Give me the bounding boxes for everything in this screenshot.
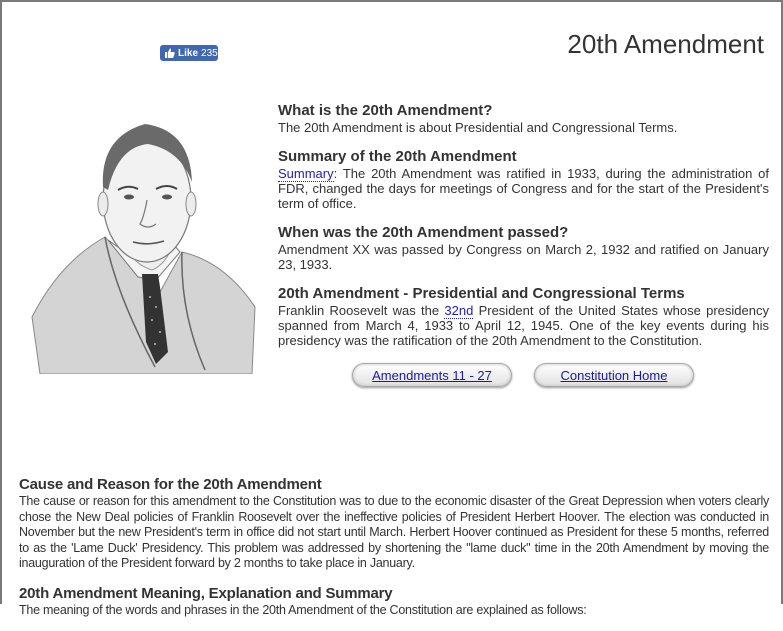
page-title: 20th Amendment: [567, 29, 764, 59]
section-body: Amendment XX was passed by Congress on March 2, 1932 and ratified on January 23, 1933.: [278, 242, 769, 272]
section-body: The meaning of the words and phrases in the 20th Amendment of the Constitution are explained as follows:: [19, 602, 587, 617]
section-heading: Summary of the 20th Amendment: [278, 148, 517, 165]
amendments-11-27-button[interactable]: Amendments 11 - 27: [352, 363, 512, 387]
section-heading: When was the 20th Amendment passed?: [278, 224, 569, 241]
facebook-like-button[interactable]: [160, 45, 218, 61]
section-body: Summary: The 20th Amendment was ratified in 1933, during the administration of FDR, changed the days for meetings of Congress and for the start of the President's term of office.: [278, 166, 769, 211]
32nd-president-link[interactable]: 32nd: [444, 303, 474, 318]
fdr-portrait-image: [30, 112, 258, 374]
thumbs-up-icon: [165, 48, 175, 58]
section-heading: 20th Amendment - Presidential and Congressional Terms: [278, 285, 685, 302]
section-body: Franklin Roosevelt was the 32nd President of the United States whose presidency spanned from March 4, 1933 to April 12, 1945. One of the key events during his presidency was the ratification of the 20th Amendment to the Constitution.: [278, 303, 769, 348]
section-body: The 20th Amendment is about Presidential and Congressional Terms.: [278, 120, 678, 135]
constitution-home-button[interactable]: Constitution Home: [534, 363, 694, 387]
like-label: Like: [178, 47, 199, 59]
section-heading: 20th Amendment Meaning, Explanation and Summary: [19, 584, 393, 602]
lower-content: [19, 476, 769, 631]
nav-buttons: [352, 363, 672, 387]
section-body: The cause or reason for this amendment to the Constitution was to due to the economic disaster of the Great Depression when voters clearly chose the New Deal policies of Franklin Roosevelt over the ineffective policies of President Herbert Hoover. The election was conducted in November but the new President's term in office did not start until March. Herbert Hoover continued as President for these 5 months, referred to as the 'Lame Duck' Presidency. This problem was addressed by shortening the "lame duck" time in the 20th Amendment by moving the inauguration of the President forward by 2 months to take place in January.: [19, 494, 769, 570]
intro-content: [278, 102, 769, 361]
summary-link[interactable]: Summary: [278, 166, 334, 181]
section-heading: Cause and Reason for the 20th Amendment: [19, 476, 322, 493]
section-heading: What is the 20th Amendment?: [278, 102, 493, 119]
like-count: 235: [201, 47, 218, 59]
